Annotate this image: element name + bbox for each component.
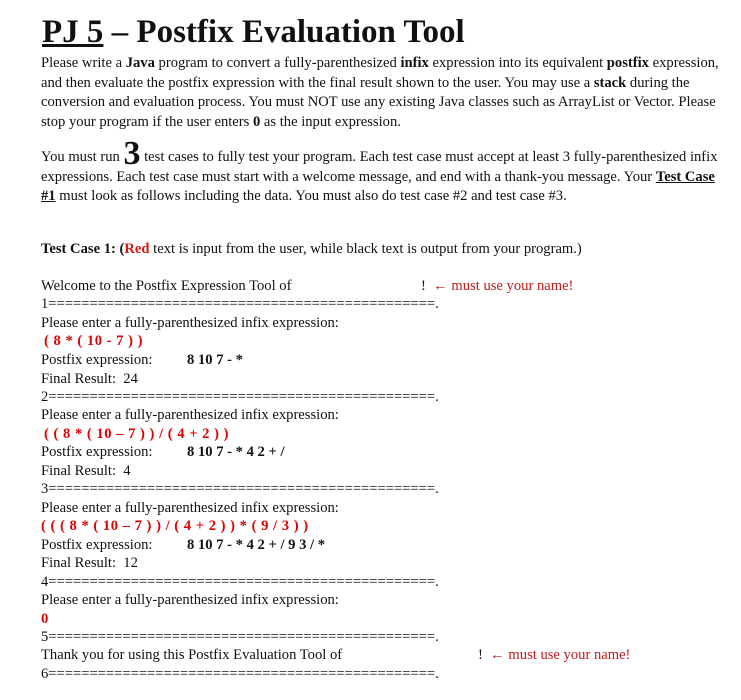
test-case-desc: text is input from the user, while black text is output from your program.) (149, 241, 582, 257)
separator-4: 4===============================================. (41, 574, 439, 590)
prompt-3: Please enter a fully-parenthesized infix expression: (41, 500, 339, 516)
final-label: Final Result: (41, 555, 116, 571)
text: test cases to fully test your program. Each test case must accept at least 3 fully-parenthesized infix expressions. Each test case must start with a welcome message, and end with a thank-you message. Your (41, 149, 718, 185)
text-java: Java (125, 55, 155, 71)
final-value: 24 (123, 371, 138, 387)
excl: ! (421, 278, 426, 294)
postfix-output-3: 8 10 7 - * 4 2 + / 9 3 / * (187, 537, 326, 553)
input-2: ( ( 8 * ( 10 – 7 ) ) / ( 4 + 2 ) ) (44, 426, 229, 442)
intro-paragraph-2 (41, 135, 731, 207)
prompt-4: Please enter a fully-parenthesized infix expression: (41, 592, 339, 608)
input-1: ( 8 * ( 10 - 7 ) ) (44, 333, 143, 349)
test-case-heading (41, 240, 582, 259)
welcome-note (421, 277, 573, 296)
postfix-label-2: Postfix expression: (41, 444, 153, 460)
final-label: Final Result: (41, 463, 116, 479)
welcome-line (41, 277, 291, 296)
test-case-1-ref: Test Case #1 (41, 168, 715, 204)
final-result-3 (41, 554, 138, 573)
final-label: Final Result: (41, 371, 116, 387)
separator-6: 6===============================================. (41, 666, 439, 682)
postfix-label-3: Postfix expression: (41, 537, 153, 553)
final-value: 12 (123, 555, 138, 571)
text: must look as follows including the data. You must also do test case #2 and test case #3. (55, 188, 567, 204)
prompt-1: Please enter a fully-parenthesized infix expression: (41, 315, 339, 331)
final-result-2 (41, 462, 131, 481)
input-4: 0 (41, 611, 49, 627)
welcome-text: Welcome to the Postfix Expression Tool of (41, 278, 292, 294)
text-infix: infix (400, 55, 429, 71)
title-pj: PJ 5 (42, 14, 104, 50)
big-three: 3 (123, 135, 141, 172)
separator-2: 2===============================================. (41, 389, 439, 405)
test-case-label: Test Case 1: (41, 241, 116, 257)
must-use-name-note: must use your name! (451, 278, 574, 294)
text: during the conversion and evaluation process. You must NOT use any existing Java classes such as ArrayList or Vector. Please stop your program if the user enters (41, 74, 716, 130)
arrow-left-icon: ← (490, 647, 505, 663)
postfix-output-1: 8 10 7 - * (187, 352, 243, 368)
text: Please write a (41, 55, 126, 71)
thank-you-line: Thank you for using this Postfix Evaluation Tool of (41, 647, 343, 663)
input-3: ( ( ( 8 * ( 10 – 7 ) ) / ( 4 + 2 ) ) * ( 9 / 3 ) ) (41, 518, 309, 534)
excl: ! (478, 647, 483, 663)
final-value: 4 (123, 463, 131, 479)
arrow-left-icon: ← (433, 278, 448, 294)
postfix-label-1: Postfix expression: (41, 352, 153, 368)
text: expression into its equivalent (428, 55, 607, 71)
prompt-2: Please enter a fully-parenthesized infix expression: (41, 407, 339, 423)
separator-3: 3===============================================. (41, 481, 439, 497)
must-use-name-note: must use your name! (508, 647, 631, 663)
text-zero: 0 (252, 113, 261, 130)
text: expression, and then evaluate the postfix expression with the final result shown to the user. You may use a (41, 55, 719, 91)
page-title (42, 12, 465, 52)
separator-1: 1===============================================. (41, 296, 439, 312)
text: program to convert a fully-parenthesized (154, 55, 401, 71)
title-rest: – Postfix Evaluation Tool (103, 14, 465, 50)
postfix-output-2: 8 10 7 - * 4 2 + / (187, 444, 285, 460)
separator-5: 5===============================================. (41, 629, 439, 645)
intro-paragraph-1 (41, 54, 731, 132)
paren: ( (115, 241, 125, 257)
text: You must run (41, 149, 124, 165)
thanks-note (478, 646, 630, 665)
text: as the input expression. (260, 113, 401, 130)
final-result-1 (41, 370, 138, 389)
red-word: Red (124, 241, 150, 257)
text-postfix: postfix (606, 55, 649, 71)
text-stack: stack (593, 74, 627, 91)
